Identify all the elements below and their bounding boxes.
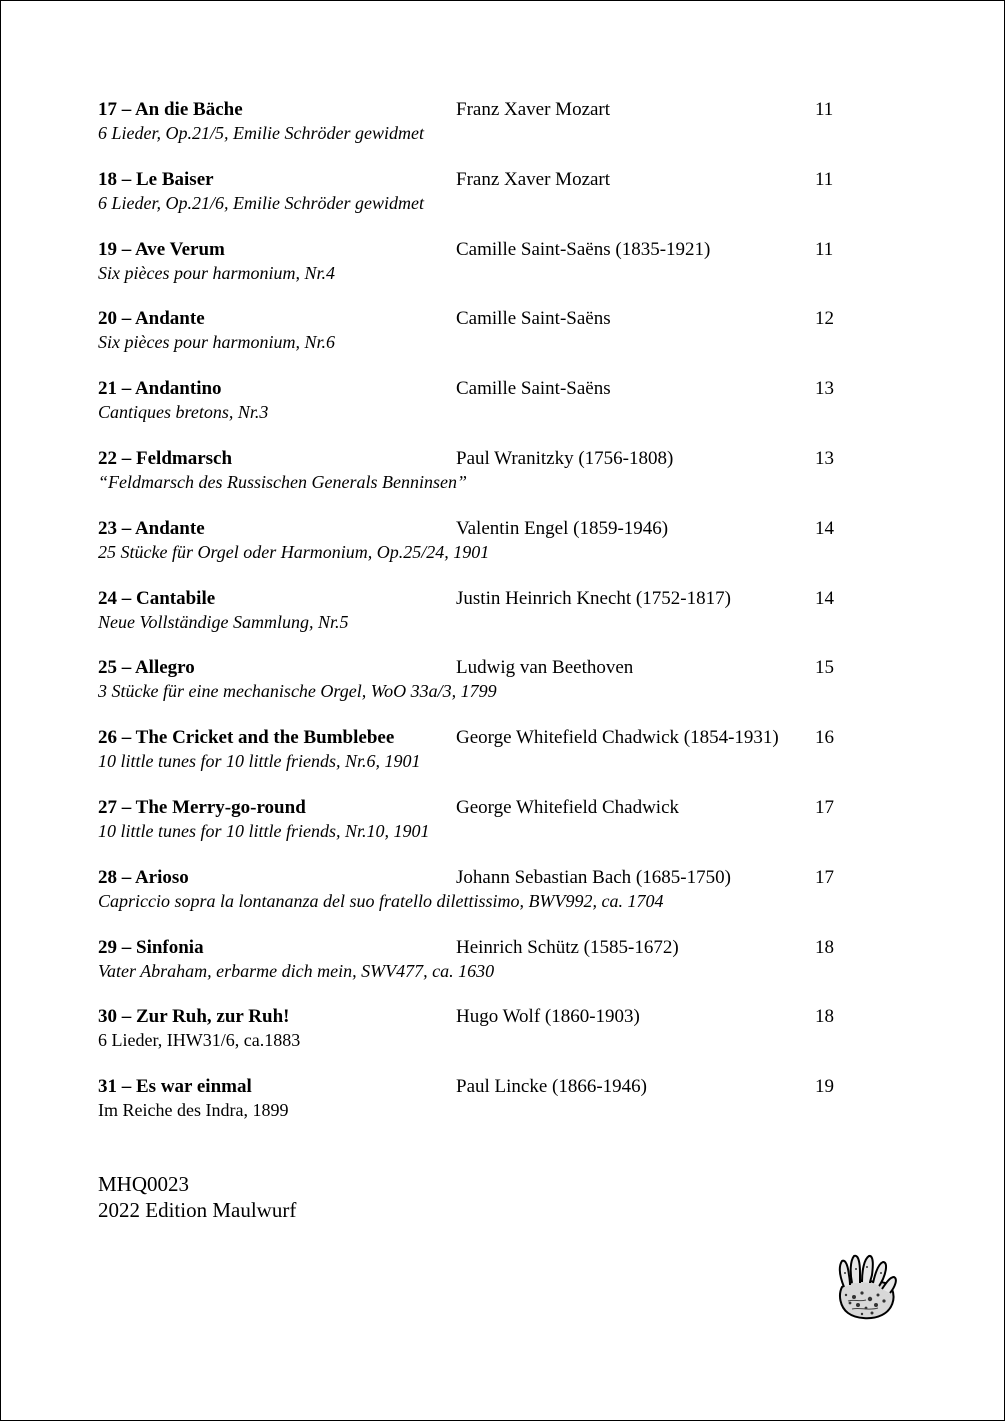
page-number: 11	[815, 168, 834, 190]
toc-entry-header	[98, 1004, 858, 1029]
page-number: 16	[815, 727, 834, 749]
page-number: 13	[815, 447, 834, 469]
composer-name: Franz Xaver Mozart	[456, 99, 611, 120]
toc-entry	[98, 237, 858, 307]
page-number: 15	[815, 657, 834, 679]
source-description: Six pièces pour harmonium, Nr.4	[98, 262, 335, 283]
page-number: 13	[815, 378, 834, 400]
toc-entry-header	[98, 725, 858, 750]
source-description: Cantiques bretons, Nr.3	[98, 402, 269, 423]
toc-entry	[98, 795, 858, 865]
toc-entry-header	[98, 446, 858, 471]
page-number: 12	[815, 308, 834, 330]
piece-title: 19 – Ave Verum	[98, 238, 225, 260]
page-number: 11	[815, 238, 834, 260]
composer-name: Camille Saint-Saëns (1835-1921)	[456, 238, 711, 260]
composer-name: Paul Lincke (1866-1946)	[456, 1076, 648, 1098]
toc-entry-header	[98, 306, 858, 331]
composer-name: Johann Sebastian Bach (1685-1750)	[456, 866, 731, 888]
piece-title: 24 – Cantabile	[98, 587, 216, 609]
toc-entry	[98, 865, 858, 935]
piece-title: 28 – Arioso	[98, 866, 189, 888]
composer-name: Hugo Wolf (1860-1903)	[456, 1006, 640, 1028]
source-description: Capriccio sopra la lontananza del suo fratello dilettissimo, BWV992, ca. 1704	[98, 890, 664, 911]
toc-entry	[98, 725, 858, 795]
toc-entry-header	[98, 167, 858, 192]
composer-name: George Whitefield Chadwick (1854-1931)	[456, 727, 779, 749]
piece-title: 18 – Le Baiser	[98, 168, 214, 190]
piece-title: 26 – The Cricket and the Bumblebee	[98, 727, 395, 749]
toc-entry	[98, 446, 858, 516]
piece-title: 29 – Sinfonia	[98, 936, 204, 958]
source-description: 25 Stücke für Orgel oder Harmonium, Op.25/24, 1901	[98, 541, 490, 562]
piece-title: 22 – Feldmarsch	[98, 447, 233, 469]
page-number: 14	[815, 587, 834, 609]
toc-entry	[98, 586, 858, 656]
publisher-line: 2022 Edition Maulwurf	[98, 1198, 297, 1222]
piece-title: 21 – Andantino	[98, 378, 222, 400]
toc-entry-header	[98, 376, 858, 401]
source-description: 6 Lieder, Op.21/6, Emilie Schröder gewidmet	[98, 192, 424, 213]
toc-entry	[98, 376, 858, 446]
source-description: “Feldmarsch des Russischen Generals Benninsen”	[98, 471, 467, 492]
mole-paw-icon	[832, 1253, 898, 1321]
composer-name: Paul Wranitzky (1756-1808)	[456, 447, 674, 469]
toc-entry	[98, 655, 858, 725]
toc-entry	[98, 167, 858, 237]
page-number: 11	[815, 99, 834, 120]
toc-entry-header	[98, 97, 858, 122]
composer-name: Camille Saint-Saëns	[456, 308, 611, 330]
page-number: 14	[815, 517, 834, 539]
source-description: 3 Stücke für eine mechanische Orgel, WoO 33a/3, 1799	[98, 681, 497, 702]
composer-name: Ludwig van Beethoven	[456, 657, 634, 679]
toc-entry-header	[98, 1074, 858, 1099]
footer	[98, 1171, 296, 1223]
toc-entry	[98, 935, 858, 1005]
source-description: Neue Vollständige Sammlung, Nr.5	[98, 611, 349, 632]
page-number: 17	[815, 796, 834, 818]
toc-entry-header	[98, 586, 858, 611]
table-of-contents	[98, 97, 858, 1144]
toc-entry	[98, 1004, 858, 1074]
source-description: 10 little tunes for 10 little friends, Nr.6, 1901	[98, 751, 421, 772]
source-description: Im Reiche des Indra, 1899	[98, 1100, 289, 1121]
page-number: 18	[815, 1006, 834, 1028]
toc-entry	[98, 97, 858, 167]
toc-entry	[98, 1074, 858, 1144]
source-description: 10 little tunes for 10 little friends, Nr.10, 1901	[98, 820, 430, 841]
composer-name: Heinrich Schütz (1585-1672)	[456, 936, 679, 958]
source-description: Six pièces pour harmonium, Nr.6	[98, 332, 335, 353]
composer-name: Valentin Engel (1859-1946)	[456, 517, 669, 539]
composer-name: Camille Saint-Saëns	[456, 378, 611, 400]
piece-title: 31 – Es war einmal	[98, 1076, 252, 1098]
toc-entry-header	[98, 237, 858, 262]
catalog-code: MHQ0023	[98, 1172, 190, 1196]
composer-name: George Whitefield Chadwick	[456, 796, 680, 818]
composer-name: Franz Xaver Mozart	[456, 168, 611, 190]
toc-entry-header	[98, 935, 858, 960]
source-description: 6 Lieder, IHW31/6, ca.1883	[98, 1030, 301, 1051]
toc-entry	[98, 516, 858, 586]
toc-entry-header	[98, 865, 858, 890]
piece-title: 25 – Allegro	[98, 657, 195, 679]
toc-entry-header	[98, 795, 858, 820]
page-number: 19	[815, 1076, 834, 1098]
piece-title: 17 – An die Bäche	[98, 99, 243, 120]
toc-entry-header	[98, 516, 858, 541]
piece-title: 27 – The Merry-go-round	[98, 796, 306, 818]
composer-name: Justin Heinrich Knecht (1752-1817)	[456, 587, 731, 609]
toc-entry-header	[98, 655, 858, 680]
page-number: 18	[815, 936, 834, 958]
source-description: Vater Abraham, erbarme dich mein, SWV477, ca. 1630	[98, 960, 495, 981]
toc-entry	[98, 306, 858, 376]
piece-title: 23 – Andante	[98, 517, 205, 539]
source-description: 6 Lieder, Op.21/5, Emilie Schröder gewidmet	[98, 123, 424, 143]
piece-title: 20 – Andante	[98, 308, 205, 330]
piece-title: 30 – Zur Ruh, zur Ruh!	[98, 1006, 290, 1028]
page-number: 17	[815, 866, 834, 888]
